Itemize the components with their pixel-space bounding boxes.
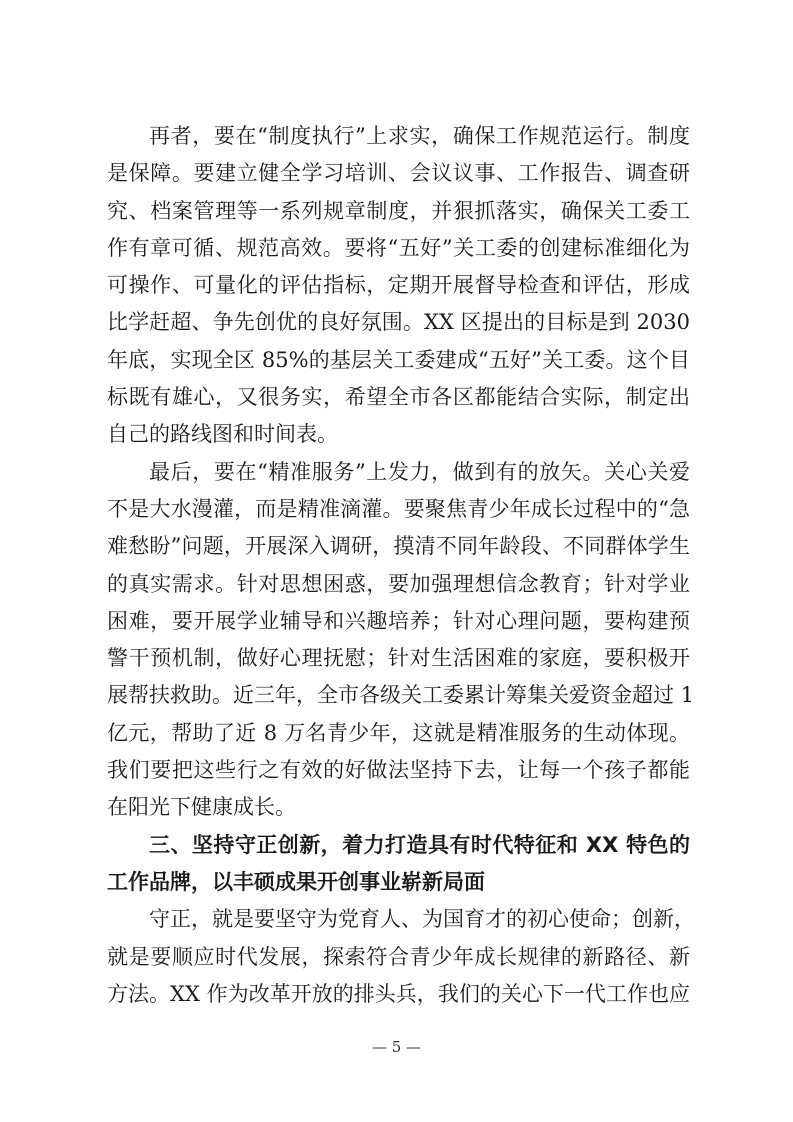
paragraph bbox=[107, 901, 695, 1013]
text-line: 展帮扶救助。近三年，全市各级关工委累计筹集关爱资金超过 1 bbox=[107, 683, 695, 708]
text-line: 不是大水漫灌，而是精准滴灌。要聚焦青少年成长过程中的“急 bbox=[107, 496, 690, 521]
text-line: 年底，实现全区 85%的基层关工委建成“五好”关工委。这个目 bbox=[107, 347, 690, 372]
text-line: 最后，要在“精准服务”上发力，做到有的放矢。关心关爱 bbox=[149, 459, 690, 484]
text-line: 警干预机制，做好心理抚慰；针对生活困难的家庭，要积极开 bbox=[107, 646, 690, 671]
text-line: 三、坚持守正创新，着力打造具有时代特征和 XX 特色的 bbox=[149, 832, 690, 857]
text-line: 是保障。要建立健全学习培训、会议议事、工作报告、调查研 bbox=[107, 161, 690, 186]
paragraph bbox=[107, 454, 695, 827]
text-line: 方法。XX 作为改革开放的排头兵，我们的关心下一代工作也应 bbox=[107, 981, 690, 1006]
text-line: 自己的路线图和时间表。 bbox=[107, 422, 338, 447]
text-line: 可操作、可量化的评估指标，定期开展督导检查和评估，形成 bbox=[107, 273, 690, 298]
section-heading bbox=[107, 827, 690, 902]
document-body bbox=[107, 118, 695, 1013]
text-line: 工作品牌，以丰硕成果开创事业崭新局面 bbox=[107, 869, 485, 894]
page-number: — 5 — bbox=[371, 1038, 422, 1056]
text-line: 难愁盼”问题，开展深入调研，摸清不同年龄段、不同群体学生 bbox=[107, 534, 690, 559]
text-line: 的真实需求。针对思想困惑，要加强理想信念教育；针对学业 bbox=[107, 571, 690, 596]
text-line: 作有章可循、规范高效。要将“五好”关工委的创建标准细化为 bbox=[107, 235, 690, 260]
text-line: 亿元，帮助了近 8 万名青少年，这就是精准服务的生动体现。 bbox=[107, 720, 690, 745]
text-line: 比学赶超、争先创优的良好氛围。XX 区提出的目标是到 2030 bbox=[107, 310, 690, 335]
text-line: 困难，要开展学业辅导和兴趣培养；针对心理问题，要构建预 bbox=[107, 608, 690, 633]
text-line: 我们要把这些行之有效的好做法坚持下去，让每一个孩子都能 bbox=[107, 758, 690, 783]
text-line: 在阳光下健康成长。 bbox=[107, 795, 296, 820]
text-line: 就是要顺应时代发展，探索符合青少年成长规律的新路径、新 bbox=[107, 944, 690, 969]
text-line: 究、档案管理等一系列规章制度，并狠抓落实，确保关工委工 bbox=[107, 198, 690, 223]
paragraph bbox=[107, 118, 690, 454]
text-line: 守正，就是要坚守为党育人、为国育才的初心使命；创新， bbox=[149, 907, 695, 932]
text-line: 标既有雄心，又很务实，希望全市各区都能结合实际，制定出 bbox=[107, 385, 690, 410]
text-line: 再者，要在“制度执行”上求实，确保工作规范运行。制度 bbox=[149, 124, 690, 148]
